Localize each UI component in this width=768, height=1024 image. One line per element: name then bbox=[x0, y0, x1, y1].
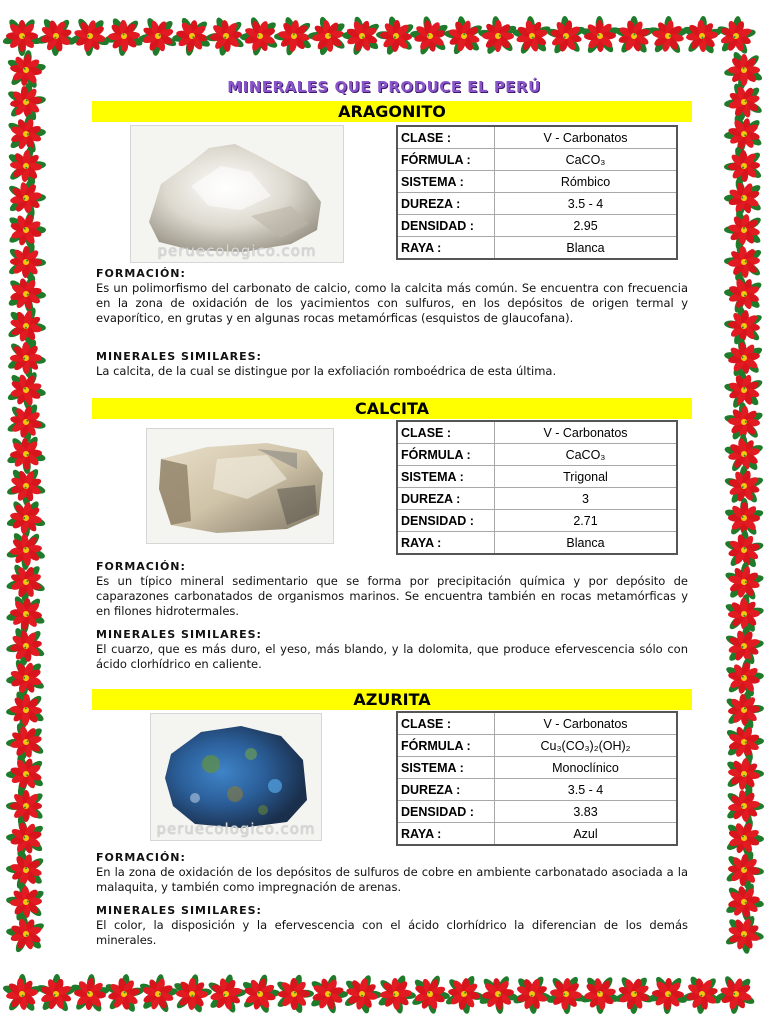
formacion-heading: FORMACIÓN: bbox=[96, 560, 186, 573]
table-row bbox=[397, 215, 677, 237]
poinsettia-flower bbox=[31, 11, 79, 61]
poinsettia-flower bbox=[610, 969, 660, 1020]
poinsettia-flower bbox=[721, 655, 768, 701]
property-value: 3.83 bbox=[495, 801, 678, 823]
page-title: MINERALES QUE PRODUCE EL PERÚ bbox=[227, 78, 541, 96]
property-value: Rómbico bbox=[495, 171, 678, 193]
poinsettia-flower bbox=[573, 966, 628, 1021]
table-row bbox=[397, 444, 677, 466]
table-row bbox=[397, 466, 677, 488]
poinsettia-flower bbox=[610, 11, 659, 61]
property-key: DUREZA : bbox=[397, 488, 495, 510]
property-key: SISTEMA : bbox=[397, 757, 495, 779]
poinsettia-flower bbox=[4, 434, 47, 475]
similares-text: El color, la disposición y la efervescencia con el ácido clorhídrico la diferencian de los demás minerales. bbox=[96, 918, 688, 947]
poinsettia-flower bbox=[275, 973, 314, 1014]
poinsettia-flower bbox=[68, 972, 112, 1014]
poinsettia-flower bbox=[102, 970, 148, 1017]
mineral-name-banner: ARAGONITO bbox=[92, 101, 692, 122]
table-row bbox=[397, 532, 677, 555]
property-value: 3.5 - 4 bbox=[495, 779, 678, 801]
table-row bbox=[397, 488, 677, 510]
poinsettia-flower bbox=[443, 971, 487, 1017]
property-key: SISTEMA : bbox=[397, 171, 495, 193]
property-key: DENSIDAD : bbox=[397, 801, 495, 823]
formacion-heading: FORMACIÓN: bbox=[96, 267, 186, 280]
property-value: CaCO₃ bbox=[495, 149, 678, 171]
poinsettia-flower bbox=[542, 12, 589, 61]
property-key: SISTEMA : bbox=[397, 466, 495, 488]
properties-table bbox=[396, 125, 678, 260]
property-value: 3 bbox=[495, 488, 678, 510]
mineral-name-banner: AZURITA bbox=[92, 689, 692, 710]
photo-watermark: peruecologico.com bbox=[156, 820, 316, 838]
poinsettia-flower bbox=[30, 968, 80, 1020]
poinsettia-flower bbox=[678, 970, 725, 1018]
similares-heading: MINERALES SIMILARES: bbox=[96, 350, 262, 363]
poinsettia-flower bbox=[709, 967, 763, 1020]
formacion-heading: FORMACIÓN: bbox=[96, 851, 186, 864]
table-row bbox=[397, 193, 677, 215]
poinsettia-flower bbox=[4, 593, 48, 636]
mineral-photo-azurita bbox=[150, 713, 322, 841]
table-row bbox=[397, 421, 677, 444]
similares-section bbox=[96, 349, 688, 379]
poinsettia-flower bbox=[724, 848, 766, 892]
property-value: 2.95 bbox=[495, 215, 678, 237]
table-row bbox=[397, 149, 677, 171]
poinsettia-flower bbox=[721, 880, 768, 926]
table-row bbox=[397, 735, 677, 757]
property-key: CLASE : bbox=[397, 126, 495, 149]
property-value: Cu₃(CO₃)₂(OH)₂ bbox=[495, 735, 678, 757]
property-value: Blanca bbox=[495, 532, 678, 555]
property-key: DENSIDAD : bbox=[397, 510, 495, 532]
property-value: V - Carbonatos bbox=[495, 421, 678, 444]
mineral-name-banner: CALCITA bbox=[92, 398, 692, 419]
property-key: RAYA : bbox=[397, 532, 495, 555]
property-key: DENSIDAD : bbox=[397, 215, 495, 237]
formacion-section bbox=[96, 266, 688, 326]
property-key: RAYA : bbox=[397, 823, 495, 846]
property-value: Trigonal bbox=[495, 466, 678, 488]
table-row bbox=[397, 237, 677, 260]
poinsettia-flower bbox=[717, 908, 768, 962]
poinsettia-flower bbox=[647, 974, 689, 1015]
mineral-photo-calcita bbox=[146, 428, 334, 544]
formacion-section bbox=[96, 850, 688, 895]
formacion-section bbox=[96, 559, 688, 619]
formacion-text: Es un típico mineral sedimentario que se forma por precipitación química y por depósito de caparazones carbonatados de organismos marinos. Se encuentra también en rocas metamórficas y en filones hidrotermales. bbox=[96, 574, 688, 618]
table-row bbox=[397, 823, 677, 846]
poinsettia-flower bbox=[6, 786, 45, 827]
table-row bbox=[397, 126, 677, 149]
property-value: 3.5 - 4 bbox=[495, 193, 678, 215]
property-value: CaCO₃ bbox=[495, 444, 678, 466]
property-value: V - Carbonatos bbox=[495, 126, 678, 149]
poinsettia-flower bbox=[204, 14, 247, 58]
poinsettia-flower bbox=[2, 271, 51, 318]
mineral-photo-aragonito bbox=[130, 125, 344, 263]
property-value: V - Carbonatos bbox=[495, 712, 678, 735]
table-row bbox=[397, 712, 677, 735]
poinsettia-flower bbox=[2, 17, 43, 56]
table-row bbox=[397, 801, 677, 823]
property-key: FÓRMULA : bbox=[397, 735, 495, 757]
table-row bbox=[397, 779, 677, 801]
similares-section bbox=[96, 903, 688, 948]
poinsettia-flower bbox=[7, 241, 47, 283]
poinsettia-flower bbox=[579, 15, 621, 55]
property-key: FÓRMULA : bbox=[397, 444, 495, 466]
poinsettia-flower bbox=[724, 688, 766, 732]
poinsettia-flower bbox=[476, 973, 521, 1016]
formacion-text: En la zona de oxidación de los depósitos de sulfuros de cobre en ambiente carbonatado asociada a la malaquita, y también como impregnación de arenas. bbox=[96, 865, 688, 894]
similares-text: La calcita, de la cual se distingue por la exfoliación romboédrica de esta última. bbox=[96, 364, 557, 378]
table-row bbox=[397, 171, 677, 193]
property-value: Blanca bbox=[495, 237, 678, 260]
poinsettia-flower bbox=[723, 145, 764, 187]
properties-table bbox=[396, 711, 678, 846]
property-value: Monoclínico bbox=[495, 757, 678, 779]
property-value: Azul bbox=[495, 823, 678, 846]
similares-heading: MINERALES SIMILARES: bbox=[96, 904, 262, 917]
similares-heading: MINERALES SIMILARES: bbox=[96, 628, 262, 641]
property-key: DUREZA : bbox=[397, 779, 495, 801]
property-value: 2.71 bbox=[495, 510, 678, 532]
photo-watermark: peruecologico.com bbox=[157, 242, 317, 260]
table-row bbox=[397, 757, 677, 779]
poinsettia-flower bbox=[375, 14, 416, 57]
formacion-text: Es un polimorfismo del carbonato de calcio, como la calcita más común. Se encuentra con frecuencia en la zona de oxidación de los yacimientos con sulfuros, en los depósitos de origen termal y evaporítico, en grutas y en algunas rocas metamórficas (esquistos de glaucofana). bbox=[96, 281, 688, 325]
similares-section bbox=[96, 627, 688, 672]
property-key: FÓRMULA : bbox=[397, 149, 495, 171]
property-key: CLASE : bbox=[397, 421, 495, 444]
property-key: DUREZA : bbox=[397, 193, 495, 215]
poinsettia-flower bbox=[0, 967, 49, 1022]
properties-table bbox=[396, 420, 678, 555]
property-key: RAYA : bbox=[397, 237, 495, 260]
similares-text: El cuarzo, que es más duro, el yeso, más blando, y la dolomita, que produce efervescencia sólo con ácido clorhídrico en caliente. bbox=[96, 642, 688, 671]
property-key: CLASE : bbox=[397, 712, 495, 735]
table-row bbox=[397, 510, 677, 532]
